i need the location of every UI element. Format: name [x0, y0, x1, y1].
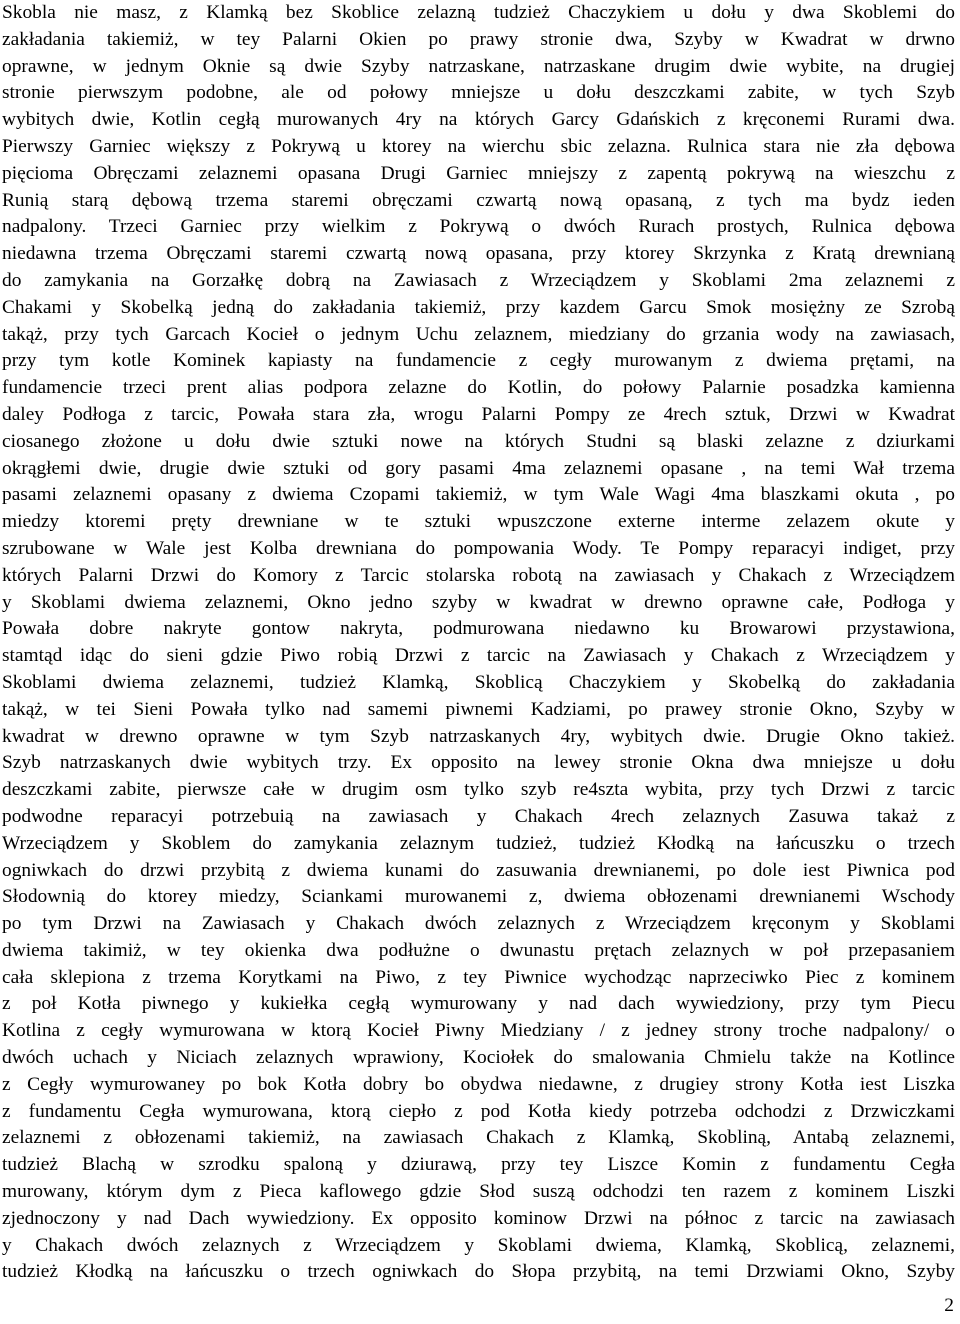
text-line: Wrzeciądzem y Skoblem do zamykania zelaznym tudzież, tudzież Kłodką na łańcuszku o trzech	[2, 832, 955, 854]
text-line: pięcioma Obręczami zelaznemi opasana Drugi Garniec mniejszy z zapentą pokrywą na wieszchu z	[2, 162, 955, 184]
text-line: tudzież Blachą w szrodku spaloną y dziurawą, przy tey Liszce Komin z fundamentu Cegła	[2, 1154, 955, 1176]
text-line: Runią starą dębową trzema staremi obręczami czwartą nową opasaną, z tych ma bydz ieden	[2, 189, 955, 211]
text-line: murowany, którym dym z Pieca kaflowego gdzie Słod suszą odchodzi ten razem z kominem Liszki	[2, 1181, 955, 1203]
text-line: do zamykania na Gorzałkę dobrą na Zawiasach z Wrzeciądzem y Skoblami 2ma zelaznemi z	[2, 269, 955, 291]
text-line: Skoblami dwiema zelaznemi, tudzież Klamką, Skoblicą Chaczykiem y Skobelką do zakładania	[2, 671, 955, 693]
text-line: y Chakach dwóch zelaznych z Wrzeciądzem y Skoblami dwiema, Klamką, Skoblicą, zelaznemi,	[2, 1234, 955, 1256]
text-line: kwadrat w drewno oprawne w tym Szyb natrzaskanych 4ry, wybitych dwie. Drugie Okno takież.	[2, 725, 955, 747]
text-line: przy tym kotle Kominek kapiasty na fundamencie z cegły murowanym z dwiema prętami, na	[2, 350, 955, 372]
text-line: ciosanego złożone u dołu dwie sztuki nowe na których Studni są blaski zelazne z dziurkami	[2, 430, 955, 452]
text-line: tudzież Kłodką na łańcuszku o trzech ogniwkach do Słopa przybitą, na temi Drzwiami Okno, Szyby	[2, 1261, 955, 1283]
text-line: daley Podłoga z tarcic, Powała stara zła, wrogu Palarni Pompy ze 4rech sztuk, Drzwi w Kwadrat	[2, 403, 955, 425]
text-line: po tym Drzwi na Zawiasach y Chakach dwóch zelaznych z Wrzeciądzem kręconym y Skoblami	[2, 913, 955, 935]
text-line: zakładania takiemiż, w tey Palarni Okien po prawy stronie dwa, Szyby w Kwadrat w drwno	[2, 28, 955, 50]
text-line: miedzy ktoremi pręty drewniane w te sztuki wpuszczone externe interme zelazem okute y	[2, 511, 955, 533]
text-line: których Palarni Drzwi do Komory z Tarcic stolarska robotą na zawiasach y Chakach z Wrzeciądzem	[2, 564, 955, 586]
text-line: fundamencie trzeci prent alias podpora zelazne do Kotlin, do połowy Palarnie posadzka kamienna	[2, 377, 955, 399]
text-line: stamtąd idąc do sieni gdzie Piwo robią Drzwi z tarcic na Zawiasach y Chakach z Wrzeciądzem y	[2, 645, 955, 667]
text-line: zelaznemi z obłozenami takiemiż, na zawiasach Chakach z Klamką, Skobliną, Antabą zelaznemi,	[2, 1127, 955, 1149]
text-line: Chakami y Skobelką jedną do zakładania takiemiż, przy kazdem Garcu Smok mosiężny ze Szrobą	[2, 296, 955, 318]
text-line: Szyb natrzaskanych dwie wybitych trzy. Ex opposito na lewey stronie Okna dwa mniejsze u dołu	[2, 752, 955, 774]
text-line: takąż, w tei Sieni Powała tylko nad samemi piwnemi Kadziami, po prawey stronie Okno, Szyby w	[2, 698, 955, 720]
text-line: ogniwkach do drzwi przybitą z dwiema kunami do zasuwania drewnianemi, po dole iest Piwnica pod	[2, 859, 955, 881]
text-line: Powała dobre nakryte gontow nakryta, podmurowana niedawno ku Browarowi przystawiona,	[2, 618, 955, 640]
text-line: nadpalony. Trzeci Garniec przy wielkim z Pokrywą o dwóch Rurach prostych, Rulnica dębowa	[2, 216, 955, 238]
text-line: szrubowane w Wale jest Kolba drewniana do pompowania Wody. Te Pompy reparacyi indiget, przy	[2, 537, 955, 559]
text-line: Słodownią do ktorey miedzy, Sciankami murowanemi z, dwiema obłozenami drewnianemi Wschody	[2, 886, 955, 908]
text-line: z poł Kotła piwnego y kukiełka cegłą wymurowany y nad dach wywiedziony, przy tym Piecu	[2, 993, 955, 1015]
text-line: oprawne, w jednym Oknie są dwie Szyby natrzaskane, natrzaskane drugim dwie wybite, na drugiej	[2, 55, 955, 77]
text-line: dwóch uchach y Niciach zelaznych wprawiony, Kociołek do smalowania Chmielu także na Kotlince	[2, 1047, 955, 1069]
text-line: zjednoczony y nad Dach wywiedziony. Ex opposito kominow Drzwi na północ z tarcic na zawiasach	[2, 1207, 955, 1229]
text-line: cała sklepiona z trzema Korytkami na Piwo, z tey Piwnice wychodząc naprzeciwko Piec z kominem	[2, 966, 955, 988]
text-line: niedawna trzema Obręczami staremi czwartą nową opasana, przy ktorey Skrzynka z Kratą drewnianą	[2, 243, 955, 265]
page-number: 2	[944, 1295, 954, 1316]
text-line: z fundamentu Cegła wymurowana, ktorą ciepło z pod Kotła kiedy potrzeba odchodzi z Drzwiczkami	[2, 1100, 955, 1122]
text-line: stronie pierwszym podobne, ale od połowy mniejsze u dołu deszczkami zabite, w tych Szyb	[2, 82, 955, 104]
text-line: y Skoblami dwiema zelaznemi, Okno jedno szyby w kwadrat w drewno oprawne całe, Podłoga y	[2, 591, 955, 613]
text-line: takąż, przy tych Garcach Kocieł o jednym Uchu zelaznem, miedziany do grzania wody na zawiasach,	[2, 323, 955, 345]
text-line: deszczkami zabite, pierwsze całe w drugim osm tylko szyb re4szta wybita, przy tych Drzwi z tarcic	[2, 779, 955, 801]
document-page	[2, 0, 955, 1324]
text-line: wybitych dwie, Kotlin cegłą murowanych 4ry na których Garcy Gdańskich z kręconemi Rurami dwa.	[2, 109, 955, 131]
text-line: Kotlina z cegły wymurowana w ktorą Kocieł Piwny Miedziany / z jedney strony troche nadpalony/ o	[2, 1020, 955, 1042]
text-line: dwiema takimiż, w tey okienka dwa podłużne o dwunastu prętach zelaznych w poł przepasaniem	[2, 939, 955, 961]
text-line: Pierwszy Garniec większy z Pokrywą u ktorey na wierchu sbic zelazna. Rulnica stara nie zła dębowa	[2, 135, 955, 157]
text-line: Skobla nie masz, z Klamką bez Skoblice zelazną tudzież Chaczykiem u dołu y dwa Skoblemi do	[2, 2, 955, 23]
text-line: pasami zelaznemi opasany z dwiema Czopami takiemiż, w tym Wale Wagi 4ma blaszkami okuta , po	[2, 484, 955, 506]
text-line: podwodne reparacyi potrzebuią na zawiasach y Chakach 4rech zelaznych Zasuwa takaż z	[2, 805, 955, 827]
text-line: z Cegły wymurowaney po bok Kotła dobry bo obydwa niedawne, z drugiey strony Kotła iest Liszka	[2, 1073, 955, 1095]
text-line: okrągłemi dwie, drugie dwie sztuki od gory pasami 4ma zelaznemi opasane , na temi Wał trzema	[2, 457, 955, 479]
